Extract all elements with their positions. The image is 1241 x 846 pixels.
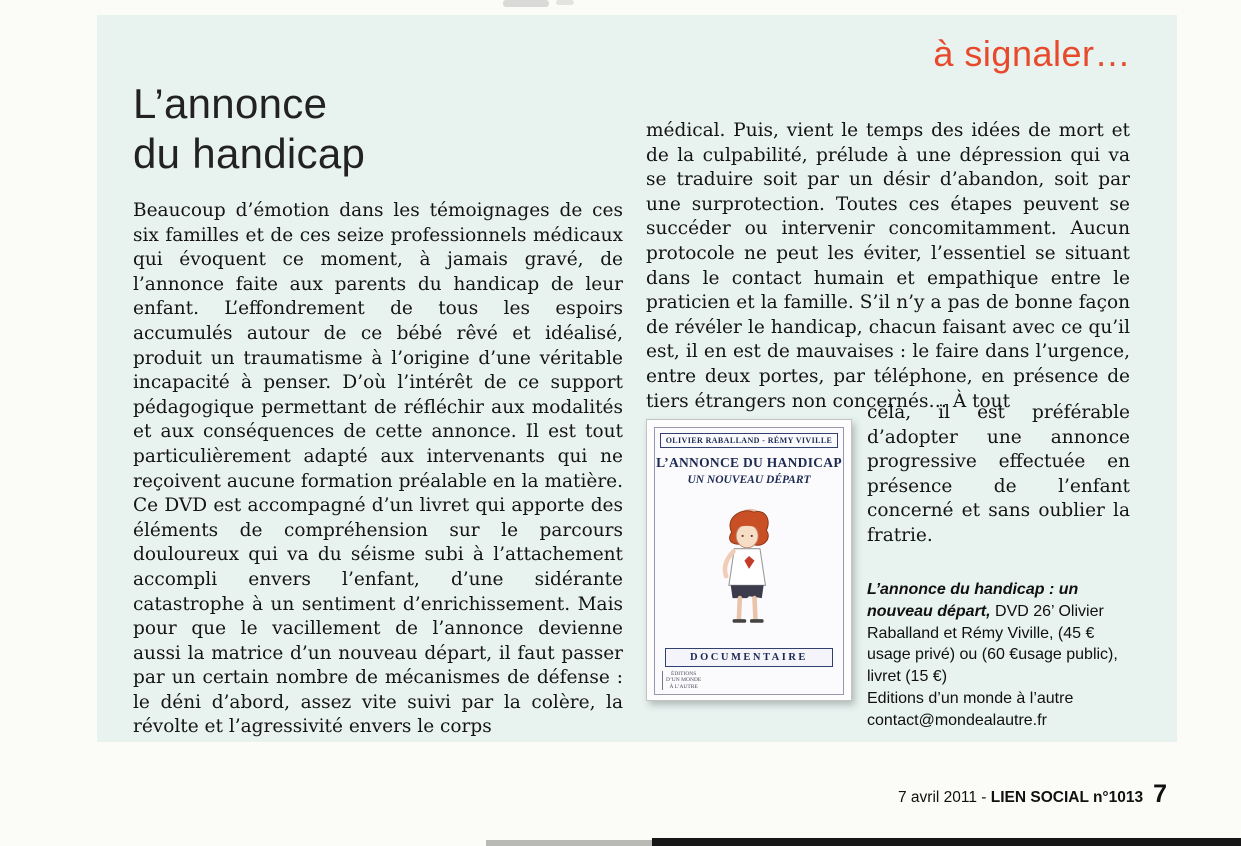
- dvd-cover-subtitle: UN NOUVEAU DÉPART: [687, 474, 811, 486]
- dvd-cover-genre-banner: DOCUMENTAIRE: [665, 648, 832, 667]
- dvd-publisher-line2: D’UN MONDE: [666, 677, 702, 683]
- article-title: [133, 79, 365, 179]
- scan-artifact-gray-bar: [486, 840, 652, 846]
- article-title-line2: du handicap: [133, 130, 366, 177]
- article-panel: [97, 15, 1177, 742]
- reference-details: DVD 26’ Olivier Raballand et Rémy Viville, (45 € usage privé) ou (60 €usage public), livret (15 €): [867, 602, 1118, 686]
- article-text-beside-cover: cela, il est préférable d’adopter une annonce progressive effectuée en présence de l’enfant concerné et sans oublier la fratrie.: [867, 402, 1130, 546]
- reference-contact: contact@mondealautre.fr: [867, 711, 1047, 729]
- footer-journal-name: LIEN SOCIAL n°1013: [990, 789, 1144, 806]
- article-left-column: Beaucoup d’émotion dans les témoignages de ces six familles et de ces seize professionnels médicaux qui évoquent ce moment, à jamais gravé, de l’annonce faite aux parents du handicap de leur enfant. L’effondrement de tous les espoirs accumulés autour de ce bébé rêvé et idéalisé, produit un traumatisme à l’origine d’une véritable incapacité à penser. D’où l’intérêt de ce support pédagogique permettant de réfléchir aux modalités et aux conséquences de cette annonce. Il est tout particulièrement adapté aux intervenants qui ne reçoivent aucune formation préalable en la matière. Ce DVD est accompagné d’un livret qui apporte des éléments de compréhension sur le parcours douloureux qui va du séisme subi à l’attachement accompli envers l’enfant, d’une sidérante catastrophe à un sentiment d’enrichissement. Mais pour que le vacillement de l’annonce devienne aussi la matrice d’un nouveau départ, il faut passer par un certain nombre de mécanismes de défense : le déni d’abord, assez vite suivi par la colère, la révolte et l’agressivité envers le corps: [133, 200, 623, 738]
- reference-title: L’annonce du handicap : un nouveau départ,: [867, 581, 1079, 620]
- dvd-cover-title: L’ANNONCE DU HANDICAP: [656, 455, 842, 470]
- scan-artifact-smudge: [503, 0, 549, 7]
- reference-publisher: Editions d’un monde à l’autre: [867, 689, 1074, 707]
- dvd-reference-caption: [867, 579, 1135, 732]
- section-label: à signaler…: [933, 33, 1131, 74]
- article-right-column: médical. Puis, vient le temps des idées de mort et de la culpabilité, prélude à une dépression qui va se traduire soit par un désir d’abandon, soit par une surprotection. Toutes ces étapes peuvent se succéder ou intervenir concomitamment. Aucun protocole ne peut les éviter, l’essentiel se situant dans le contact humain et empathique entre le praticien et la famille. S’il n’y a pas de bonne façon de révéler le handicap, chacun faisant avec ce qu’il est, il en est de mauvaises : le faire dans l’urgence, entre deux portes, par téléphone, en présence de tiers étrangers non concernés… À tout: [646, 120, 1130, 412]
- footer-page-number: 7: [1153, 780, 1167, 808]
- page-footer: [898, 780, 1167, 809]
- dvd-cover-authors: OLIVIER RABALLAND - RÉMY VIVILLE: [660, 433, 838, 448]
- dvd-cover-frame: [654, 427, 844, 695]
- dvd-publisher-line1: ÉDITIONS: [670, 670, 697, 677]
- dvd-cover-publisher-logo: [662, 671, 701, 691]
- article-title-line1: L’annonce: [133, 80, 328, 127]
- footer-date: 7 avril 2011 -: [897, 789, 991, 806]
- scan-artifact-black-bar: [652, 838, 1241, 846]
- dvd-publisher-line3: À L’AUTRE: [669, 683, 698, 690]
- scan-artifact-smudge: [556, 0, 574, 5]
- dvd-cover-girl-illustration: [660, 486, 838, 648]
- dvd-cover-image: [646, 419, 852, 701]
